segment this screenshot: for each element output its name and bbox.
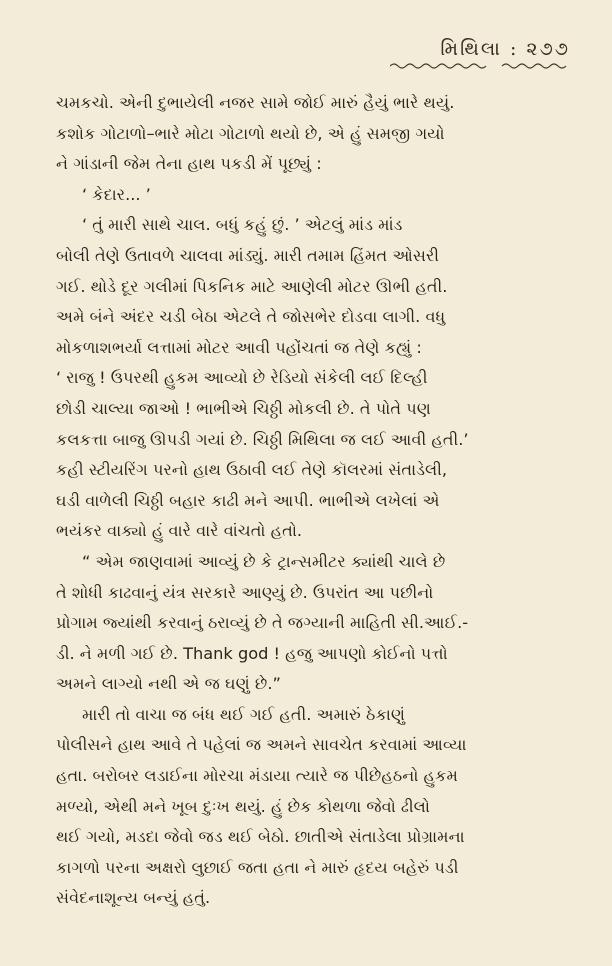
page-running-title: મિથિલા : ૨૭૭	[440, 38, 570, 60]
paragraph-5: મારી તો વાચા જ બંધ થઈ ગઈ હતી. અમારું ઠેકાણું પોલીસને હાથ આવે તે પહેલાં જ અમને સાવચેત કરવામાં આવ્યા હતા. બરોબર લડાઈના મોરચા મંડાયા ત્યારે જ પીછેહઠનો હુકમ મળ્યો, એથી મને ખૂબ દુઃખ થયું. હું છેક કોથળા જેવો ઢીલો થઈ ગયો, મડદા જેવો જડ થઈ બેઠો. છાતીએ સંતાડેલા પ્રોગ્રામના કાગળો પરના અક્ષરો લુછાઈ જતા હતા ને મારું હૃદય બહેરું પડી સંવેદનાશૂન્ય બન્યું હતું.	[56, 704, 467, 908]
paragraph-4: “ એમ જાણવામાં આવ્યું છે કે ટ્રાન્સમીટર ક્યાંથી ચાલે છે તે શોધી કાઢવાનું યંત્ર સરકારે આણ્યું છે. ઉપરાંત આ પછીનો પ્રોગામ જ્યાંથી કરવાનું ઠરાવ્યું છે તે જગ્યાની માહિતી સી.આઈ.- ડી. ને મળી ગઈ છે. Thank god ! હજુ આપણો કોઈનો પત્તો અમને લાગ્યો નથી એ જ ઘણું છે.”	[56, 551, 469, 694]
header-wavy-rule	[390, 62, 570, 70]
paragraph-1: ચમકચો. એની દુભાયેલી નજર સામે જોઈ મારું હૈયું ભારે થયું. કશોક ગોટાળો–ભારે મોટા ગોટાળો થયો છે, એ હું સમજી ગયો ને ગાંડાની જેમ તેના હાથ પકડી મેં પૂછ્યું :	[56, 93, 455, 174]
body-text	[56, 88, 572, 914]
paragraph-2: ‘ કેદાર... ’	[82, 184, 151, 204]
paragraph-3: ‘ તું મારી સાથે ચાલ. બધું કહું છું. ’ એટલું માંડ માંડ બોલી તેણે ઉતાવળે ચાલવા માંડ્યું. મારી તમામ હિંમત ઓસરી ગઈ. થોડે દૂર ગલીમાં પિકનિક માટે આણેલી મોટર ઊભી હતી. અમે બંને અંદર ચડી બેઠા એટલે તે જોસભેર દોડવા લાગી. વધુ મોકળાશભર્યા લત્તામાં મોટર આવી પહોંચતાં જ તેણે કહ્યું : ‘ રાજુ ! ઉપરથી હુકમ આવ્યો છે રેડિયો સંકેલી લઈ દિલ્હી છોડી ચાલ્યા જાઓ ! ભાભીએ ચિઠ્ઠી મોકલી છે. તે પોતે પણ કલકત્તા બાજુ ઊપડી ગયાં છે. ચિઠ્ઠી મિથિલા જ લઈ આવી હતી.’ કહી સ્ટીયરિંગ પરનો હાથ ઉઠાવી લઈ તેણે કૉલરમાં સંતાડેલી, ઘડી વાળેલી ચિઠ્ઠી બહાર કાઢી મને આપી. ભાભીએ લખેલાં એ ભયંકર વાક્યો હું વારે વારે વાંચતો હતો.	[56, 215, 469, 541]
running-header	[390, 38, 570, 70]
